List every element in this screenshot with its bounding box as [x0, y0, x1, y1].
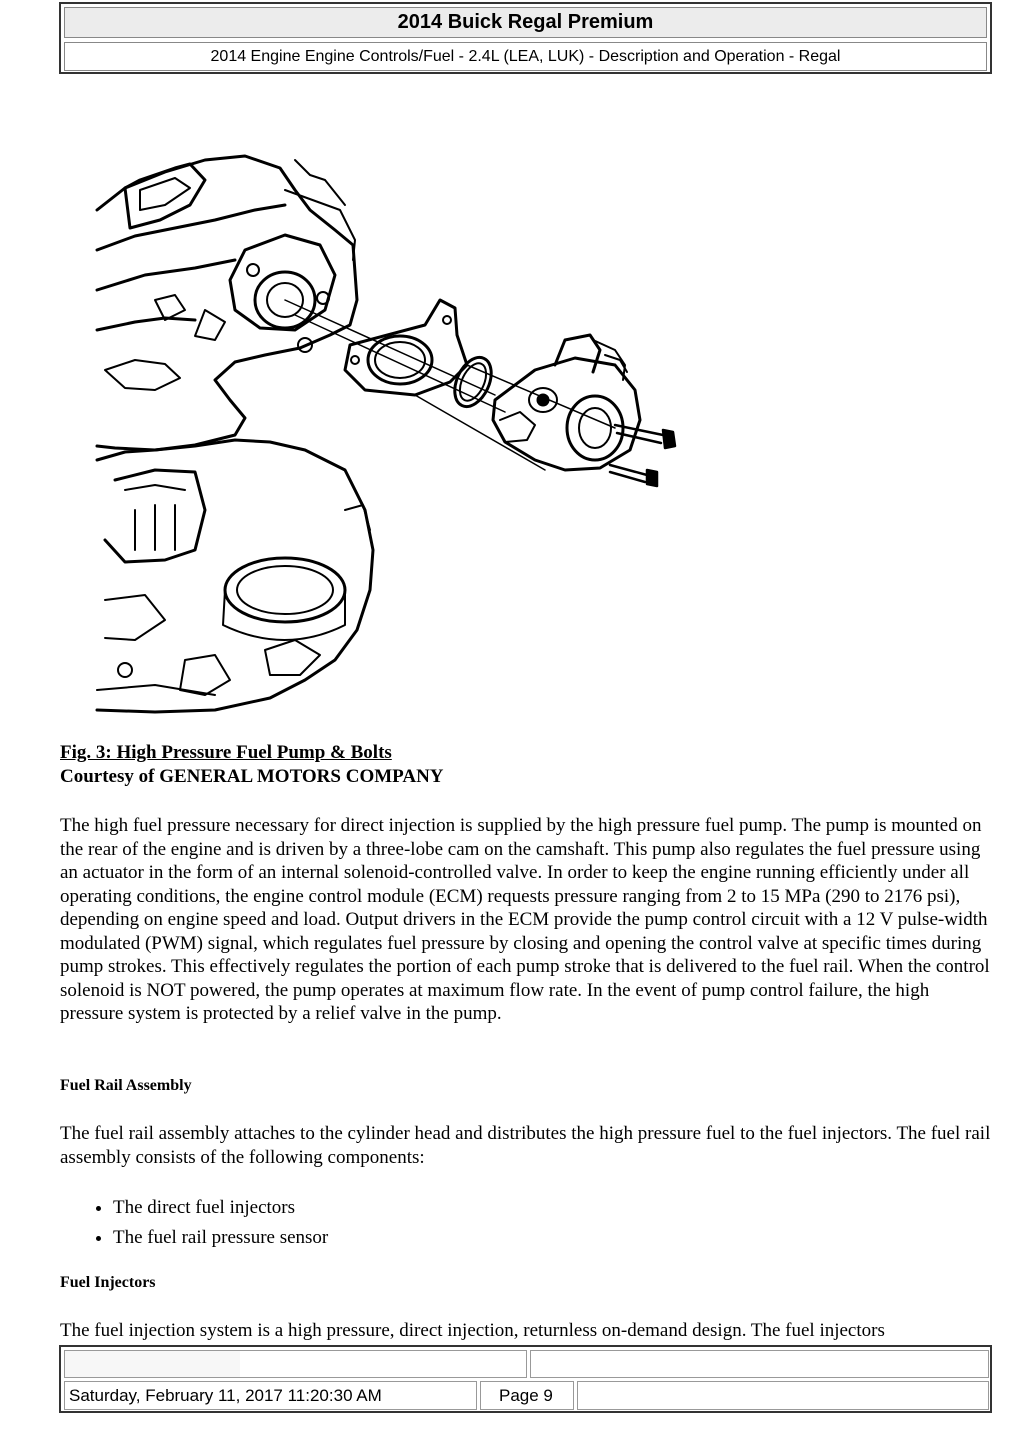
document-subtitle: 2014 Engine Engine Controls/Fuel - 2.4L (LEA, LUK) - Description and Operation - Regal: [64, 42, 987, 71]
figure-caption: [60, 741, 995, 789]
page-header: [59, 2, 992, 74]
heading-fuel-rail-assembly: Fuel Rail Assembly: [60, 1077, 192, 1094]
paragraph-fuel-injectors: The fuel injection system is a high pressure, direct injection, returnless on-demand design. The fuel injectors: [60, 1320, 885, 1341]
alignment-lines: [285, 300, 615, 470]
fuel-pump-diagram: [95, 150, 700, 715]
component-list: [60, 1193, 1034, 1253]
paragraph-fuel-rail: The fuel rail assembly attaches to the cylinder head and distributes the high pressure fuel to the fuel injectors. The fuel rail assembly consists of the following components:: [60, 1123, 991, 1168]
pump-o-ring: [448, 352, 499, 413]
heading-fuel-injectors: Fuel Injectors: [60, 1274, 156, 1291]
figure-title: Fig. 3: High Pressure Fuel Pump & Bolts: [60, 742, 392, 763]
figure-courtesy: Courtesy of GENERAL MOTORS COMPANY: [60, 766, 444, 787]
list-item: • The direct fuel injectors: [113, 1193, 1034, 1223]
footer-cell-blank: [530, 1350, 989, 1378]
page-footer: [59, 1345, 992, 1413]
document-title: 2014 Buick Regal Premium: [64, 7, 987, 38]
paragraph-fuel-pump: The high fuel pressure necessary for direct injection is supplied by the high pressure fuel pump. The pump is mounted on the rear of the engine and is driven by a three-lobe cam on the camshaft. This pump also regulates the fuel pressure using an actuator in the form of an internal solenoid-controlled valve. In order to keep the engine running efficiently under all operating conditions, the engine control module (ECM) requests pressure ranging from 2 to 15 MPa (290 to 2176 psi), depending on engine speed and load. Output drivers in the ECM provide the pump control circuit with a 12 V pulse-width modulated (PWM) signal, which regulates fuel pressure by closing and opening the control valve at specific times during pump strokes. This effectively regulates the portion of each pump stroke that is delivered to the fuel rail. When the control solenoid is NOT powered, the pump operates at maximum flow rate. In the event of pump control failure, the high pressure system is protected by a relief valve in the pump.: [60, 815, 990, 1024]
footer-page-number: Page 9: [480, 1381, 574, 1410]
footer-cell-blank: [64, 1350, 527, 1378]
pump-gasket: [345, 300, 467, 395]
high-pressure-fuel-pump: [493, 335, 640, 470]
footer-timestamp: Saturday, February 11, 2017 11:20:30 AM: [64, 1381, 477, 1410]
footer-cell-blank: [577, 1381, 989, 1410]
list-item: • The fuel rail pressure sensor: [113, 1223, 1034, 1253]
engine-block-upper: [97, 156, 357, 450]
engine-block-lower: [97, 440, 373, 712]
